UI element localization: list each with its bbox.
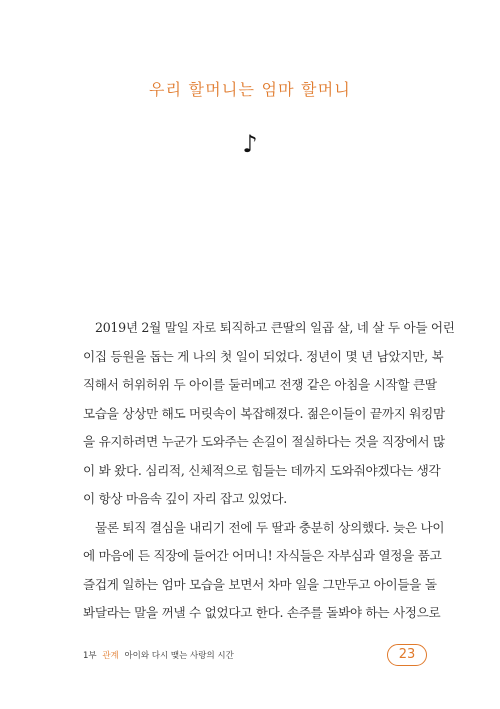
page-footer	[83, 644, 427, 668]
body-line: 즐겁게 일하는 엄마 모습을 보면서 차마 일을 그만두고 아이들을 돌	[83, 576, 437, 592]
body-line: 봐달라는 말을 꺼낼 수 없었다고 한다. 손주를 돌봐야 하는 사정으로	[83, 605, 441, 620]
music-note-icon: ♪	[242, 130, 258, 158]
body-line: 에 마음에 든 직장에 들어간 어머니! 자식들은 자부심과 열정을 품고	[83, 548, 442, 563]
body-line: 모습을 상상만 해도 머릿속이 복잡해졌다. 젊은이들이 끝까지 워킹맘	[83, 405, 445, 421]
body-text	[83, 314, 455, 628]
body-line: 물론 퇴직 결심을 내리기 전에 두 딸과 충분히 상의했다. 늦은 나이	[95, 519, 445, 535]
body-line: 이집 등원을 돕는 게 나의 첫 일이 되었다. 정년이 몇 년 남았지만, 복	[83, 348, 444, 364]
body-line: 이 봐 왔다. 심리적, 신체적으로 힘들는 데까지 도와줘야겠다는 생각	[83, 462, 441, 478]
body-line: 직해서 허위허위 두 아이를 둘러메고 전쟁 같은 아침을 시작할 큰딸	[83, 377, 437, 392]
body-line: 2019년 2월 말일 자로 퇴직하고 큰딸의 일곱 살, 네 살 두 아들 어린	[95, 320, 455, 335]
body-line: 이 항상 마음속 깊이 자리 잡고 있었다.	[83, 491, 287, 506]
part-title: 관계	[102, 651, 119, 661]
chapter-title: 우리 할머니는 엄마 할머니	[148, 80, 352, 99]
page-number: 23	[387, 644, 427, 666]
part-label: 1부	[83, 651, 97, 661]
body-line: 을 유지하려면 누군가 도와주는 손길이 절실하다는 것을 직장에서 많	[83, 434, 445, 449]
running-footer	[83, 649, 234, 661]
part-subtitle: 아이와 다시 맺는 사랑의 시간	[124, 651, 234, 661]
